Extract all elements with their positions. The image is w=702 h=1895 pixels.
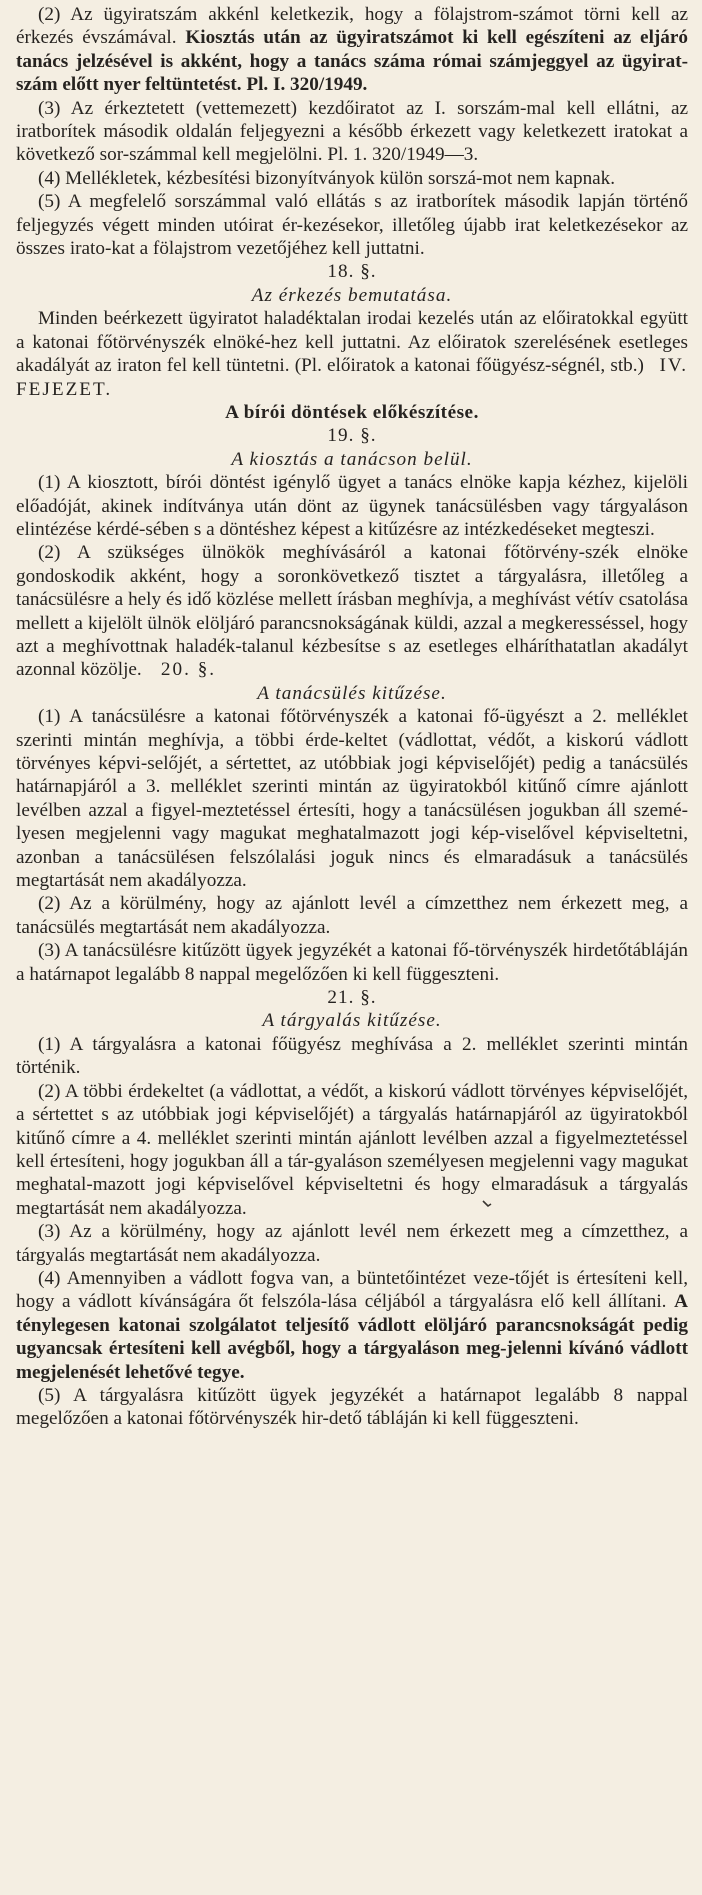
paragraph-21-2: (2) A többi érdekeltet (a vádlottat, a védőt, a kiskorú vádlott törvényes képviselőjét, a sértettet s az utóbbiak jogi képviselőjét) a tárgyalás határnapjáról az ügyiratokból kitűnő címre a 4. melléklet szerinti mintán ajánlott levélben azzal a figyelmeztetéssel kell értesíteni, hogy jogukban áll a tár-gyaláson személyesen megjelenni vagy magukat meghatal-mazott jogi képviselővel képviseltetni és hogy elmaradásuk a tárgyalás megtartását nem akadályozza.	[16, 1080, 688, 1219]
paragraph-21-5: (5) A tárgyalásra kitűzött ügyek jegyzékét a határnapot legalább 8 nappal megelőzően a katonai főtörvényszék hir-dető tábláján ki kell függeszteni.	[16, 1384, 688, 1430]
paragraph-18-text: Minden beérkezett ügyiratot haladéktalan irodai kezelés után az előiratokkal együtt a katonai főtörvényszék elnöké-hez kell juttatni. Az előiratok szerelésének esetleges akadályát az iraton fel kell tüntetni. (Pl. előiratok a katonai főügyész-ségnél, stb.)	[16, 308, 688, 377]
paragraph-17-5: (5) A megfelelő sorszámmal való ellátás s az iratborítek második lapján történő feljegyzés végett minden utóirat ér-kezésekor, illetőleg újabb irat keletkezésekor az összes irato-kat a fölajstrom vezetőjéhez kell juttatni.	[16, 191, 688, 260]
section-18-title: Az érkezés bemutatása.	[251, 284, 453, 306]
paragraph-17-2-part-2: Kiosztás után az ügyiratszámot ki kell egészíteni az eljáró tanács jelzésével is akként, hogy a tanács száma római számjeggyel az ügyirat-szám előtt nyer feltüntetést. Pl. I. 320/1949.	[16, 27, 689, 96]
paragraph-17-2	[16, 3, 688, 97]
paragraph-17-4: (4) Mellékletek, kézbesítési bizonyítványok külön sorszá-mot nem kapnak.	[38, 167, 616, 189]
section-18-number: 18. §.	[327, 261, 377, 283]
paragraph-20-1: (1) A tanácsülésre a katonai főtörvényszék a katonai fő-ügyészt a 2. melléklet szerinti mintán meghívja, a többi érde-keltet (vádlottat, védőt, a kiskorú vádlott törvényes képvi-selőjét, a sértettet, az utóbbiak jogi képviselőjét) pedig a tanácsülés határnapjáról a 3. melléklet szerinti mintán az ügyiratokból kitűnő címre ajánlott levélben azzal a figyel-meztetéssel értesíti, hogy a tanácsülésen jogukban áll szemé-lyesen megjelenni vagy magukat meghatalmazott jogi kép-viselővel képviseltetni, azonban a tanácsülésen felszólalási joguk nincs és elmaradásuk a tanácsülés megtartását nem akadályozza.	[16, 706, 688, 892]
section-20-number: 20. §.	[160, 659, 217, 681]
paragraph-21-4	[16, 1267, 688, 1384]
section-21-title: A tárgyalás kitűzése.	[262, 1010, 442, 1032]
paragraph-19-2	[16, 541, 688, 681]
paragraph-21-3: (3) Az a körülmény, hogy az ajánlott levél nem érkezett meg a címzetthez, a tárgyalás megtartását nem akadályozza.	[16, 1221, 688, 1266]
paragraph-17-2-part-1: (2) Az ügyiratszám akkénl keletkezik, hogy a fölajstrom-számot törni kell az érkezés évszámával.	[16, 4, 688, 49]
paragraph-17-3: (3) Az érkeztetett (vettemezett) kezdőiratot az I. sorszám-mal kell ellátni, az iratborítek második oldalán feljegyezni a később érkezett vagy keletkezett iratokat a következő sor-számmal kell megjelölni. Pl. 1. 320/1949—3.	[16, 97, 688, 166]
paragraph-21-4-part-2: A ténylegesen katonai szolgálatot teljesítő vádlott elöljáró parancsnokságát pedig ugyancsak értesíteni kell avégből, hogy a tárgyaláson meg-jelenni kívánó vádlott megjelenését lehetővé tegye.	[16, 1291, 688, 1383]
chapter-title: A bírói döntések előkészítése.	[225, 401, 479, 423]
paragraph-20-2: (2) Az a körülmény, hogy az ajánlott levél a címzetthez nem érkezett meg, a tanácsülés megtartását nem akadályozza.	[16, 893, 688, 938]
paragraph-18	[16, 307, 688, 401]
section-21-number: 21. §.	[327, 987, 377, 1009]
paragraph-19-1: (1) A kiosztott, bírói döntést igénylő ügyet a tanács elnöke kapja kézhez, kijelöli előadóját, akinek indítványa után dönt az ügynek tanácsülésben vagy tárgyaláson elintézése kérdé-sében s a döntéshez képest a kitűzésre az intézkedéseket megteszi.	[16, 472, 688, 540]
section-19-number: 19. §.	[327, 425, 377, 447]
ink-mark-icon	[482, 1199, 492, 1209]
section-19-title: A kiosztás a tanácson belül.	[231, 448, 473, 470]
paragraph-21-1: (1) A tárgyalásra a katonai főügyész meghívása a 2. melléklet szerinti mintán történik.	[16, 1033, 688, 1079]
paragraph-19-2-text: (2) A szükséges ülnökök meghívásáról a katonai főtörvény-szék elnöke gondoskodik akként, hogy a soronkövetkező tisztet a tárgyalásra, illetőleg a tanácsülésre a hely és idő közlése mellett írásban meghívja, a meghívást vétív csatolása mellett a kijelölt ülnök elöljáró parancsnokságának küldi, azzal a megkeresséssel, hogy azt a meghívottnak haladék-talanul kézbesítse s az esetleges elháríthatatlan akadályt azonnal közölje.	[16, 542, 688, 681]
chapter-number: IV. FEJEZET.	[16, 355, 689, 400]
paragraph-21-4-part-1: (4) Amennyiben a vádlott fogva van, a büntetőintézet veze-tőjét is értesíteni kell, hogy a vádlott kívánságára őt felszóla-lása céljából a tárgyalásra elő kell állítani.	[16, 1267, 688, 1313]
paragraph-20-3: (3) A tanácsülésre kitűzött ügyek jegyzékét a katonai fő-törvényszék hirdetőtábláján a határnapot legalább 8 nappal megelőzően ki kell függeszteni.	[16, 940, 688, 985]
section-20-title: A tanácsülés kitűzése.	[257, 682, 447, 704]
